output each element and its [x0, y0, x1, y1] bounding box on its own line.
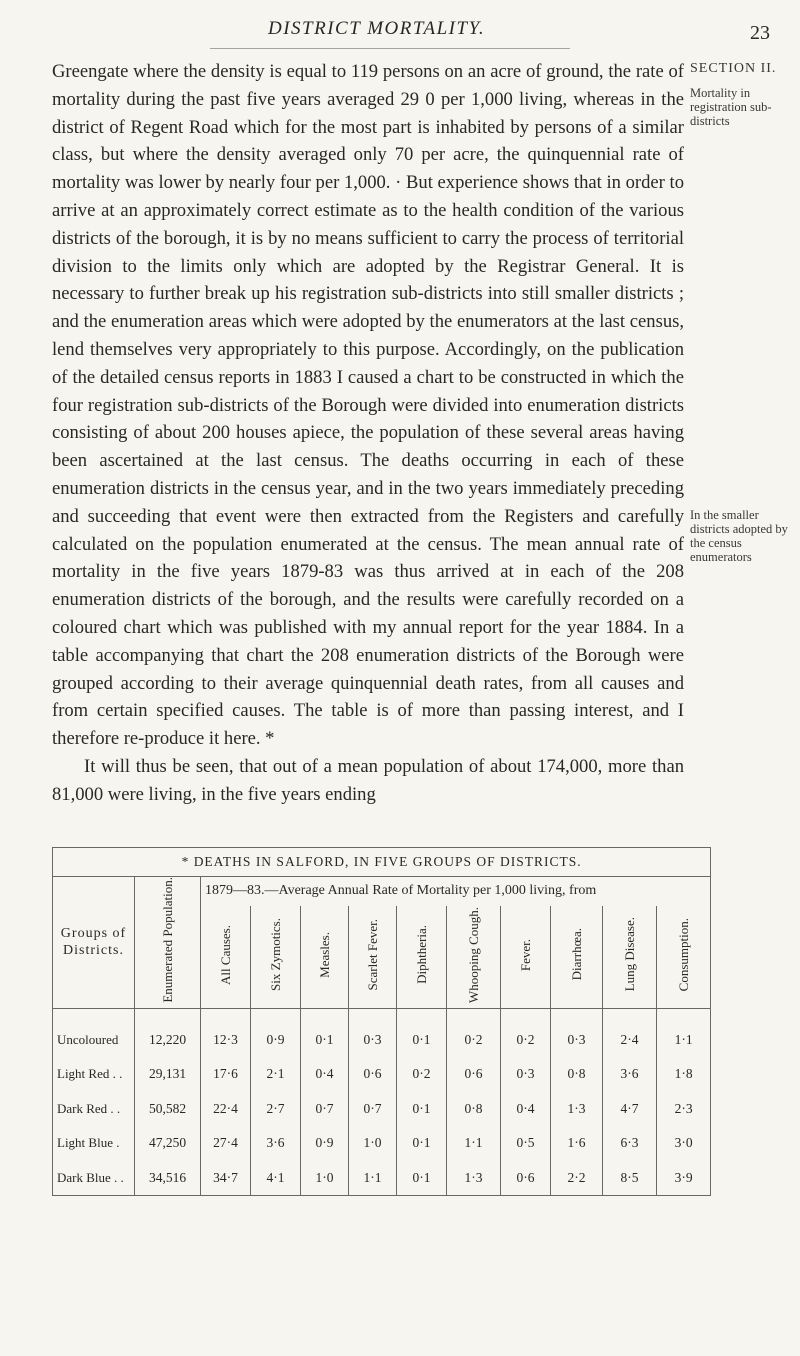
period-label: 1879—83.—Average Annual Rate of Mortality per 1,000 living, from: [201, 877, 711, 906]
rate-cell: 0·4: [301, 1057, 349, 1092]
population-cell: 29,131: [135, 1057, 201, 1092]
cause-header: All Causes.: [201, 906, 251, 1009]
page-number: 23: [750, 22, 770, 44]
rate-cell: 2·7: [251, 1092, 301, 1127]
table-row: [53, 1008, 711, 1057]
population-cell: 34,516: [135, 1161, 201, 1196]
rate-cell: 1·6: [551, 1126, 603, 1161]
rate-cell: 3·9: [657, 1161, 711, 1196]
rate-cell: 1·3: [551, 1092, 603, 1127]
rate-cell: 6·3: [603, 1126, 657, 1161]
cause-header: Fever.: [501, 906, 551, 1009]
rate-cell: 0·7: [349, 1092, 397, 1127]
rate-cell: 2·3: [657, 1092, 711, 1127]
table-row: [53, 1092, 711, 1127]
rate-cell: 0·8: [551, 1057, 603, 1092]
population-cell: 12,220: [135, 1008, 201, 1057]
table-row: [53, 1161, 711, 1196]
cause-header: Scarlet Fever.: [349, 906, 397, 1009]
rate-cell: 0·9: [251, 1008, 301, 1057]
rate-cell: 0·1: [301, 1008, 349, 1057]
rate-cell: 3·6: [251, 1126, 301, 1161]
rate-cell: 4·7: [603, 1092, 657, 1127]
rate-cell: 0·5: [501, 1126, 551, 1161]
rate-cell: 0·8: [447, 1092, 501, 1127]
rate-cell: 0·1: [397, 1126, 447, 1161]
mortality-table: [52, 847, 711, 1196]
rate-cell: 0·7: [301, 1092, 349, 1127]
cause-header: Six Zymotics.: [251, 906, 301, 1009]
rate-cell: 0·2: [397, 1057, 447, 1092]
mortality-table-wrap: [52, 847, 710, 1196]
paragraph-2: It will thus be seen, that out of a mean population of about 174,000, more than 81,000 were living, in the five years ending: [52, 755, 684, 805]
rate-cell: 0·9: [301, 1126, 349, 1161]
rate-cell: 0·1: [397, 1161, 447, 1196]
cause-header: Whooping Cough.: [447, 906, 501, 1009]
rate-cell: 2·4: [603, 1008, 657, 1057]
rate-cell: 12·3: [201, 1008, 251, 1057]
rate-cell: 1·1: [657, 1008, 711, 1057]
rate-cell: 0·1: [397, 1092, 447, 1127]
group-cell: Dark Blue . .: [53, 1161, 135, 1196]
paragraph-1: Greengate where the density is equal to 119 persons on an acre of ground, the rate of mortality during the past five years averaged 29 0 per 1,000 living, whereas in the district of Regent Road which for the most part is inhabited by persons of a similar class, but where the density averaged only 70 per acre, the quinquennial rate of mortality was lower by nearly four per 1,000. · But experience shows that in order to arrive at an approximately correct estimate as to the health condition of the various districts of the borough, it is by no means sufficient to carry the process of territorial division to the limits only which are adopted by the Registrar General. It is necessary to further break up his registration sub-districts into still smaller districts ; and the enumeration areas which were adopted by the enumerators at the last census, lend themselves very appropriately to this purpose. Accordingly, on the publication of the detailed census reports in 1883 I caused a chart to be constructed in which the four registration sub-districts of the Borough were divided into enumeration districts consisting of about 200 houses apiece, the population of these several areas having been ascertained at the last census. The deaths occurring in each of these enumeration districts in the census year, and in the two years immediately preceding and succeeding that event were then extracted from the Registers and carefully calculated on the population enumerated at the census. The mean annual rate of mortality in the five years 1879-83 was thus arrived at in each of the 208 enumeration districts of the borough, and the results were carefully recorded on a coloured chart which was published with my annual report for the year 1884. In a table accompanying that chart the 208 enumeration districts of the Borough were grouped according to their average quinquennial death rates, from all causes and from certain specified causes. The table is of more than passing interest, and I therefore re-produce it here. *: [52, 61, 684, 750]
rate-cell: 1·8: [657, 1057, 711, 1092]
rate-cell: 0·6: [501, 1161, 551, 1196]
table-body: [53, 1008, 711, 1196]
rate-cell: 8·5: [603, 1161, 657, 1196]
group-cell: Uncoloured: [53, 1008, 135, 1057]
rate-cell: 0·3: [501, 1057, 551, 1092]
page-header: [0, 14, 800, 54]
rate-cell: 2·2: [551, 1161, 603, 1196]
groups-header: Groups of Districts.: [53, 877, 135, 1009]
rate-cell: 1·0: [301, 1161, 349, 1196]
population-header: [135, 877, 201, 1009]
population-header-text: Enumerated Population.: [159, 877, 175, 1003]
header-rule: [210, 48, 570, 49]
table-row: [53, 1057, 711, 1092]
rate-cell: 1·3: [447, 1161, 501, 1196]
group-cell: Light Blue .: [53, 1126, 135, 1161]
cause-header: Consumption.: [657, 906, 711, 1009]
rate-cell: 3·6: [603, 1057, 657, 1092]
rate-cell: 0·3: [349, 1008, 397, 1057]
rate-cell: 17·6: [201, 1057, 251, 1092]
running-title: DISTRICT MORTALITY.: [268, 18, 486, 39]
rate-cell: 22·4: [201, 1092, 251, 1127]
cause-header: Lung Disease.: [603, 906, 657, 1009]
rate-cell: 0·2: [501, 1008, 551, 1057]
side-note-mortality: Mortality in registration sub-districts: [690, 86, 772, 128]
rate-cell: 34·7: [201, 1161, 251, 1196]
cause-header: Diarrhœa.: [551, 906, 603, 1009]
rate-cell: 3·0: [657, 1126, 711, 1161]
side-note-section: SECTION II.: [690, 61, 777, 76]
rate-cell: 0·2: [447, 1008, 501, 1057]
population-cell: 50,582: [135, 1092, 201, 1127]
rate-cell: 0·1: [397, 1008, 447, 1057]
group-cell: Dark Red . .: [53, 1092, 135, 1127]
population-cell: 47,250: [135, 1126, 201, 1161]
rate-cell: 27·4: [201, 1126, 251, 1161]
side-note-smaller-districts: In the smaller districts adopted by the census enumerators: [690, 508, 788, 564]
rate-cell: 0·6: [349, 1057, 397, 1092]
cause-header: Measles.: [301, 906, 349, 1009]
table-row: [53, 1126, 711, 1161]
rate-cell: 1·0: [349, 1126, 397, 1161]
rate-cell: 0·4: [501, 1092, 551, 1127]
rate-cell: 1·1: [447, 1126, 501, 1161]
table-caption: * DEATHS IN SALFORD, IN FIVE GROUPS OF DISTRICTS.: [53, 848, 711, 877]
rate-cell: 1·1: [349, 1161, 397, 1196]
rate-cell: 0·6: [447, 1057, 501, 1092]
rate-cell: 2·1: [251, 1057, 301, 1092]
rate-cell: 0·3: [551, 1008, 603, 1057]
body-text: [52, 58, 684, 809]
group-cell: Light Red . .: [53, 1057, 135, 1092]
rate-cell: 4·1: [251, 1161, 301, 1196]
cause-header: Diphtheria.: [397, 906, 447, 1009]
